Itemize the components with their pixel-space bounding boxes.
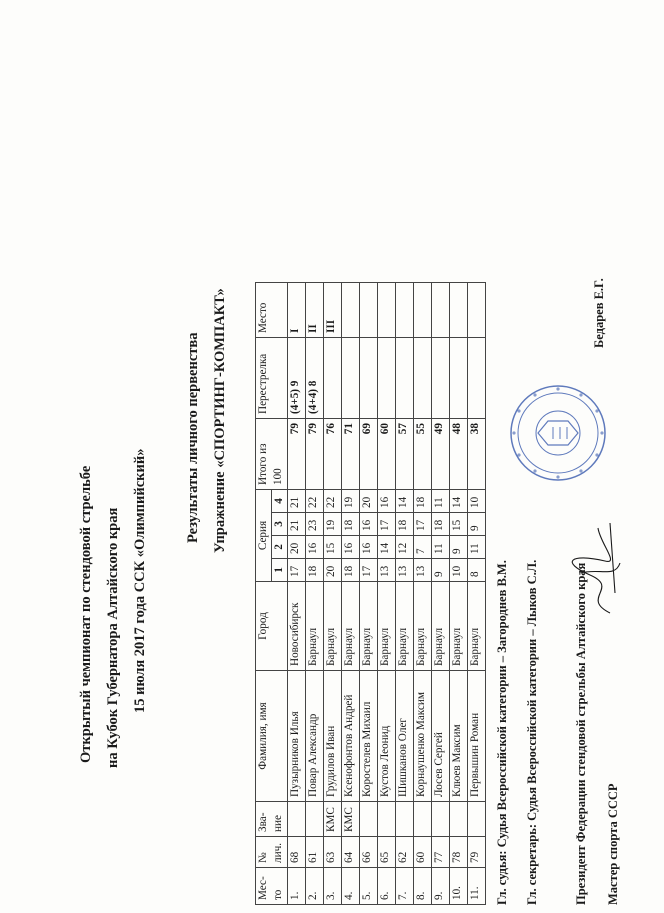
table-row xyxy=(288,283,306,905)
cell-city: Барнаул xyxy=(432,582,450,671)
cell-series-3: 21 xyxy=(288,513,306,536)
cell-series-4: 19 xyxy=(342,490,360,513)
cell-place: 9. xyxy=(432,868,450,905)
cell-series-3: 15 xyxy=(450,513,468,536)
cell-rank: КМС xyxy=(342,802,360,837)
cell-series-2: 20 xyxy=(288,536,306,559)
cell-number: 68 xyxy=(288,837,306,868)
cell-rank: КМС xyxy=(324,802,342,837)
col-header-number: № лич. xyxy=(256,837,288,868)
cell-series-1: 17 xyxy=(360,559,378,582)
table-row xyxy=(378,283,396,905)
table-row xyxy=(432,283,450,905)
table-row xyxy=(360,283,378,905)
cell-number: 78 xyxy=(450,837,468,868)
cell-total: 79 xyxy=(288,419,306,490)
title-results: Результаты личного первенства xyxy=(185,332,201,543)
col-header-series-3: 3 xyxy=(272,513,288,536)
cell-place: 6. xyxy=(378,868,396,905)
cell-rank xyxy=(414,802,432,837)
cell-total: 49 xyxy=(432,419,450,490)
cell-place: 1. xyxy=(288,868,306,905)
master-of-sport-line: Мастер спорта СССР xyxy=(606,783,620,905)
cell-total: 60 xyxy=(378,419,396,490)
cell-name: Повар Александр xyxy=(306,671,324,802)
cell-series-2: 16 xyxy=(360,536,378,559)
cell-place: 10. xyxy=(450,868,468,905)
col-header-total: Итого из 100 xyxy=(256,419,288,490)
cell-place: 11. xyxy=(468,868,486,905)
cell-series-4: 10 xyxy=(468,490,486,513)
round-seal-stamp-icon xyxy=(508,383,608,483)
president-name: Бедарев Е.Г. xyxy=(592,278,606,348)
cell-place: 2. xyxy=(306,868,324,905)
cell-city: Новосибирск xyxy=(288,582,306,671)
cell-series-3: 19 xyxy=(324,513,342,536)
cell-name: Лосев Сергей xyxy=(432,671,450,802)
cell-series-3: 17 xyxy=(414,513,432,536)
cell-number: 61 xyxy=(306,837,324,868)
col-header-rank: Зва- ние xyxy=(256,802,288,837)
cell-number: 63 xyxy=(324,837,342,868)
cell-total: 79 xyxy=(306,419,324,490)
cell-series-3: 17 xyxy=(378,513,396,536)
cell-name: Ксенофонтов Андрей xyxy=(342,671,360,802)
chief-secretary-line: Гл. секретарь: Судья Всероссийской категории – Лыков С.Л. xyxy=(525,559,539,905)
cell-series-4: 21 xyxy=(288,490,306,513)
cell-series-1: 18 xyxy=(342,559,360,582)
cell-city: Барнаул xyxy=(324,582,342,671)
cell-series-2: 14 xyxy=(378,536,396,559)
cell-series-2: 16 xyxy=(342,536,360,559)
cell-number: 79 xyxy=(468,837,486,868)
cell-city: Барнаул xyxy=(450,582,468,671)
results-table xyxy=(255,282,486,905)
cell-shootoff xyxy=(450,338,468,419)
cell-shootoff xyxy=(468,338,486,419)
cell-rank xyxy=(468,802,486,837)
cell-series-1: 17 xyxy=(288,559,306,582)
col-header-place: Мес- то xyxy=(256,868,288,905)
cell-number: 60 xyxy=(414,837,432,868)
title-exercise: Упражнение «СПОРТИНГ-КОМПАКТ» xyxy=(212,288,228,553)
col-header-series-2: 2 xyxy=(272,536,288,559)
cell-place: 7. xyxy=(396,868,414,905)
cell-name: Корнаушенко Максим xyxy=(414,671,432,802)
table-row xyxy=(450,283,468,905)
cell-name: Пузырников Илья xyxy=(288,671,306,802)
cell-name: Шишканов Олег xyxy=(396,671,414,802)
cell-final-place xyxy=(378,283,396,338)
cell-final-place xyxy=(432,283,450,338)
cell-city: Барнаул xyxy=(360,582,378,671)
cell-number: 64 xyxy=(342,837,360,868)
col-header-series-4: 4 xyxy=(272,490,288,513)
cell-series-1: 20 xyxy=(324,559,342,582)
cell-series-2: 11 xyxy=(468,536,486,559)
president-line: Президент Федерации стендовой стрельбы Алтайского края xyxy=(574,562,588,905)
cell-rank xyxy=(288,802,306,837)
table-row xyxy=(414,283,432,905)
cell-shootoff: (4+4) 8 xyxy=(306,338,324,419)
cell-final-place: III xyxy=(324,283,342,338)
cell-final-place xyxy=(450,283,468,338)
cell-series-4: 22 xyxy=(306,490,324,513)
title-date-venue: 15 июля 2017 года ССК «Олимпийский» xyxy=(132,448,148,713)
cell-series-2: 12 xyxy=(396,536,414,559)
cell-final-place xyxy=(468,283,486,338)
cell-name: Первышин Роман xyxy=(468,671,486,802)
col-header-shootoff: Перестрелка xyxy=(256,338,288,419)
cell-rank xyxy=(432,802,450,837)
cell-series-3: 18 xyxy=(342,513,360,536)
cell-shootoff: (4+5) 9 xyxy=(288,338,306,419)
cell-place: 5. xyxy=(360,868,378,905)
cell-series-3: 23 xyxy=(306,513,324,536)
cell-series-1: 13 xyxy=(396,559,414,582)
cell-name: Кустов Леонид xyxy=(378,671,396,802)
cell-city: Барнаул xyxy=(414,582,432,671)
cell-series-2: 15 xyxy=(324,536,342,559)
cell-series-4: 14 xyxy=(450,490,468,513)
cell-final-place: II xyxy=(306,283,324,338)
cell-series-2: 16 xyxy=(306,536,324,559)
cell-series-1: 10 xyxy=(450,559,468,582)
table-row xyxy=(342,283,360,905)
cell-city: Барнаул xyxy=(378,582,396,671)
cell-series-3: 9 xyxy=(468,513,486,536)
cell-city: Барнаул xyxy=(306,582,324,671)
cell-name: Коростелев Михаил xyxy=(360,671,378,802)
cell-shootoff xyxy=(342,338,360,419)
table-row xyxy=(324,283,342,905)
cell-name: Грудилов Иван xyxy=(324,671,342,802)
cell-series-4: 20 xyxy=(360,490,378,513)
cell-total: 38 xyxy=(468,419,486,490)
cell-series-4: 16 xyxy=(378,490,396,513)
cell-number: 65 xyxy=(378,837,396,868)
cell-series-2: 11 xyxy=(432,536,450,559)
cell-final-place xyxy=(342,283,360,338)
cell-place: 3. xyxy=(324,868,342,905)
cell-number: 77 xyxy=(432,837,450,868)
cell-rank xyxy=(450,802,468,837)
cell-series-4: 18 xyxy=(414,490,432,513)
col-header-final-place: Место xyxy=(256,283,288,338)
cell-series-1: 13 xyxy=(414,559,432,582)
cell-series-3: 18 xyxy=(432,513,450,536)
cell-number: 62 xyxy=(396,837,414,868)
cell-place: 8. xyxy=(414,868,432,905)
cell-final-place: I xyxy=(288,283,306,338)
cell-series-3: 18 xyxy=(396,513,414,536)
cell-series-4: 11 xyxy=(432,490,450,513)
cell-name: Клюев Максим xyxy=(450,671,468,802)
cell-series-3: 16 xyxy=(360,513,378,536)
cell-total: 57 xyxy=(396,419,414,490)
cell-shootoff xyxy=(324,338,342,419)
cell-number: 66 xyxy=(360,837,378,868)
table-row xyxy=(468,283,486,905)
col-header-series: Серия xyxy=(256,490,272,582)
col-header-city: Город xyxy=(256,582,288,671)
cell-series-1: 13 xyxy=(378,559,396,582)
cell-rank xyxy=(396,802,414,837)
cell-total: 48 xyxy=(450,419,468,490)
handwritten-signature-icon xyxy=(560,513,630,623)
table-row xyxy=(396,283,414,905)
col-header-name: Фамилия, имя xyxy=(256,671,288,802)
cell-final-place xyxy=(360,283,378,338)
cell-series-4: 22 xyxy=(324,490,342,513)
cell-total: 71 xyxy=(342,419,360,490)
cell-shootoff xyxy=(432,338,450,419)
cell-shootoff xyxy=(360,338,378,419)
cell-series-4: 14 xyxy=(396,490,414,513)
cell-series-1: 9 xyxy=(432,559,450,582)
cell-series-2: 7 xyxy=(414,536,432,559)
table-row xyxy=(306,283,324,905)
cell-series-1: 18 xyxy=(306,559,324,582)
cell-total: 69 xyxy=(360,419,378,490)
cell-series-2: 9 xyxy=(450,536,468,559)
title-cup: на Кубок Губернатора Алтайского края xyxy=(105,507,121,768)
cell-total: 76 xyxy=(324,419,342,490)
cell-final-place xyxy=(414,283,432,338)
cell-city: Барнаул xyxy=(342,582,360,671)
cell-series-1: 8 xyxy=(468,559,486,582)
cell-rank xyxy=(306,802,324,837)
col-header-series-1: 1 xyxy=(272,559,288,582)
cell-final-place xyxy=(396,283,414,338)
cell-shootoff xyxy=(414,338,432,419)
cell-rank xyxy=(360,802,378,837)
cell-place: 4. xyxy=(342,868,360,905)
title-championship: Открытый чемпионат по стендовой стрельбе xyxy=(78,465,94,763)
chief-judge-line: Гл. судья: Судья Всероссийской категории – Загороднев В.М. xyxy=(495,560,509,905)
cell-city: Барнаул xyxy=(396,582,414,671)
cell-shootoff xyxy=(378,338,396,419)
cell-rank xyxy=(378,802,396,837)
cell-shootoff xyxy=(396,338,414,419)
cell-city: Барнаул xyxy=(468,582,486,671)
cell-total: 55 xyxy=(414,419,432,490)
